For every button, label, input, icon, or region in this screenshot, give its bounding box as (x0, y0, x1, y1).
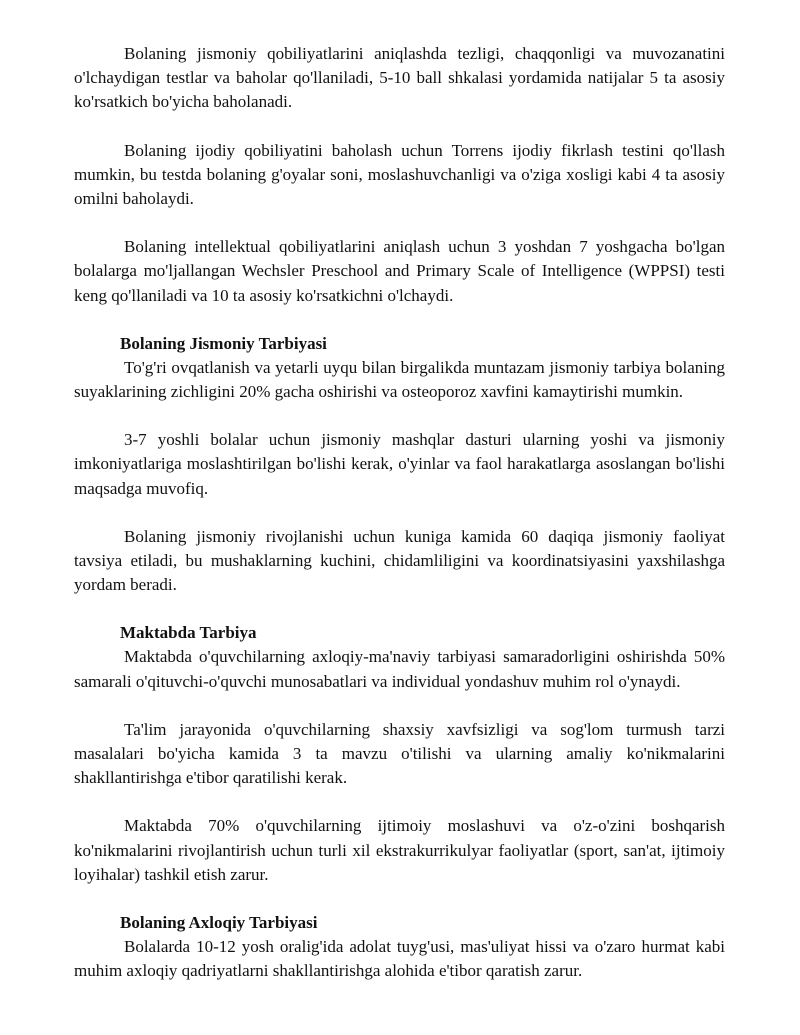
heading-moral-education: Bolaning Axloqiy Tarbiyasi (120, 913, 318, 933)
paragraph-extracurricular: Maktabda 70% o'quvchilarning ijtimoiy moslashuvi va o'z-o'zini boshqarish ko'nikmalarini rivojlantirish uchun turli xil ekstrakurrikulyar faoliyatlar (sport, san'at, ijtimoiy loyihalar) tashkil etish zarur. (74, 816, 725, 884)
paragraph-moral-spiritual: Maktabda o'quvchilarning axloqiy-ma'naviy tarbiyasi samaradorligini oshirishda 50% samarali o'qituvchi-o'quvchi munosabatlari va individual yondashuv muhim rol o'ynaydi. (74, 647, 725, 691)
paragraph-daily-activity: Bolaning jismoniy rivojlanishi uchun kuniga kamida 60 daqiqa jismoniy faoliyat tavsiya etiladi, bu mushaklarning kuchini, chidamliligini va koordinatsiyasini yaxshilashga yordam beradi. (74, 526, 725, 595)
heading-physical-education: Bolaning Jismoniy Tarbiyasi (120, 333, 327, 353)
paragraph-safety-lifestyle: Ta'lim jarayonida o'quvchilarning shaxsiy xavfsizligi va sog'lom turmush tarzi masalalari bo'yicha kamida 3 ta mavzu o'tilishi va ularning amaliy ko'nikmalarini shakllantirishga e'tibor qaratilishi kerak. (74, 719, 725, 788)
paragraph-nutrition-sleep: To'g'ri ovqatlanish va yetarli uyqu bilan birgalikda muntazam jismoniy tarbiya bolaning suyaklarining zichligini 20% gacha oshirishi va osteoporoz xavfini kamaytirishi mumkin. (74, 357, 725, 402)
paragraph-creative-abilities: Bolaning ijodiy qobiliyatini baholash uchun Torrens ijodiy fikrlash testini qo'llash mumkin, bu testda bolaning g'oyalar soni, moslashuvchanligi va o'ziga xosligi kabi 4 ta asosiy omilni baholaydi. (74, 140, 725, 209)
paragraph-exercise-program: 3-7 yoshli bolalar uchun jismoniy mashqlar dasturi ularning yoshi va jismoniy imkoniyatlariga moslashtirilgan bo'lishi kerak, o'yinlar va faol harakatlarga asoslangan bo'lishi maqsadga muvofiq. (74, 430, 725, 498)
paragraph-physical-abilities: Bolaning jismoniy qobiliyatlarini aniqlashda tezligi, chaqqonligi va muvozanatini o'lchaydigan testlar va baholar qo'llaniladi, 5-10 ball shkalasi yordamida natijalar 5 ta asosiy ko'rsatkich bo'yicha baholanadi. (74, 44, 725, 112)
document-page (74, 42, 725, 983)
paragraph-intellectual-abilities: Bolaning intellektual qobiliyatlarini aniqlash uchun 3 yoshdan 7 yoshgacha bo'lgan bolalarga mo'ljallangan Wechsler Preschool and Primary Scale of Intelligence (WPPSI) testi keng qo'llaniladi va 10 ta asosiy ko'rsatkichni o'lchaydi. (74, 237, 725, 305)
paragraph-moral-values: Bolalarda 10-12 yosh oralig'ida adolat tuyg'usi, mas'uliyat hissi va o'zaro hurmat kabi muhim axloqiy qadriyatlarni shakllantirishga alohida e'tibor qaratish zarur. (74, 937, 725, 981)
heading-school-education: Maktabda Tarbiya (120, 623, 257, 643)
